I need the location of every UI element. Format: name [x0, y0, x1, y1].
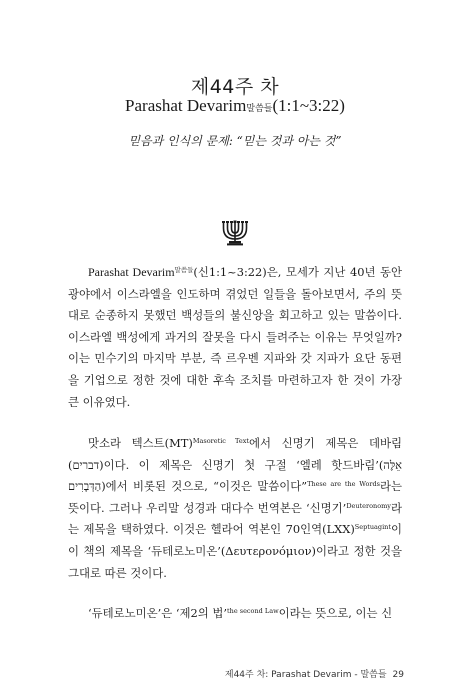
parashah-name: Parashat Devarim	[125, 96, 247, 115]
gloss-inline: 말씀들	[174, 266, 194, 274]
paragraph-2	[68, 433, 402, 584]
paragraph-3	[68, 603, 402, 625]
paragraph-1	[68, 262, 402, 413]
parashah-reference: (1:1~3:22)	[272, 96, 345, 115]
paragraph-2-text-i: 이 이 책의 제목을 ‘듀테로노미온’(Δευτερονόμιον)이라고 정한 것을 그대로 따른 것이다.	[68, 522, 402, 580]
paragraph-3-text-c: 이라는 뜻으로, 이는 신	[278, 606, 393, 620]
menorah-icon	[218, 220, 252, 246]
paragraph-2-text-c: 에서 신명기 제목은 데바림(דברים)이다. 이 제목은 신명기 첫 구절 ‘엘레 핫드바림’(אֵלֶּה הַדְּבָרִים)에서 비롯된 것으로, “이것은 말씀이다”	[68, 436, 403, 494]
running-head: 제44주 차: Parashat Devarim - 말씀들	[224, 670, 387, 680]
paragraph-2-text-g: 라는 제목을 택하였다. 이것은 헬라어 역본인 70인역(LXX)	[68, 500, 402, 537]
paragraph-2-text-e: 라는 뜻이다. 그러나 우리말 성경과 대다수 번역본은 ‘신명기’	[68, 479, 403, 515]
parashah-title	[0, 96, 470, 116]
gloss-septuagint: Septuagint	[354, 523, 391, 532]
paragraph-3-text-a: ‘듀테로노미온’은 ‘제2의 법’	[88, 606, 228, 620]
page-number: 29	[392, 670, 404, 680]
paragraph-1-text: (신1:1~3:22)은, 모세가 지난 40년 동안 광야에서 이스라엘을 인도하며 겪었던 일들을 돌아보면서, 주의 뜻대로 순종하지 못했던 백성들의 불신앙을 회고하고 있는 말씀이다. 이스라엘 백성에게 과거의 잘못을 다시 들려주는 이유는 무엇일까? 이는 민수기의 마지막 부분, 즉 르우벤 지파와 갓 지파가 요단 동편을 기업으로 정한 것에 대한 후속 조치를 마련하고자 한 것이 가장 큰 이유였다.	[68, 265, 402, 409]
parashah-gloss: 말씀들	[246, 103, 273, 113]
parashah-name-inline: Parashat Devarim	[88, 265, 175, 279]
page-footer	[225, 667, 404, 680]
chapter-title: 제44주 차	[190, 76, 280, 98]
gloss-deuteronomy: Deuteronomy	[346, 501, 391, 510]
chapter-subtitle: 믿음과 인식의 문제: “믿는 것과 아는 것”	[128, 134, 342, 148]
gloss-second-law: the second Law	[227, 607, 279, 615]
gloss-these-are-the-words: These are the Words	[307, 480, 380, 489]
paragraph-2-text-a: 맛소라 텍스트(MT)	[88, 436, 193, 450]
gloss-masoretic-text: Masoretic Text	[192, 437, 249, 445]
